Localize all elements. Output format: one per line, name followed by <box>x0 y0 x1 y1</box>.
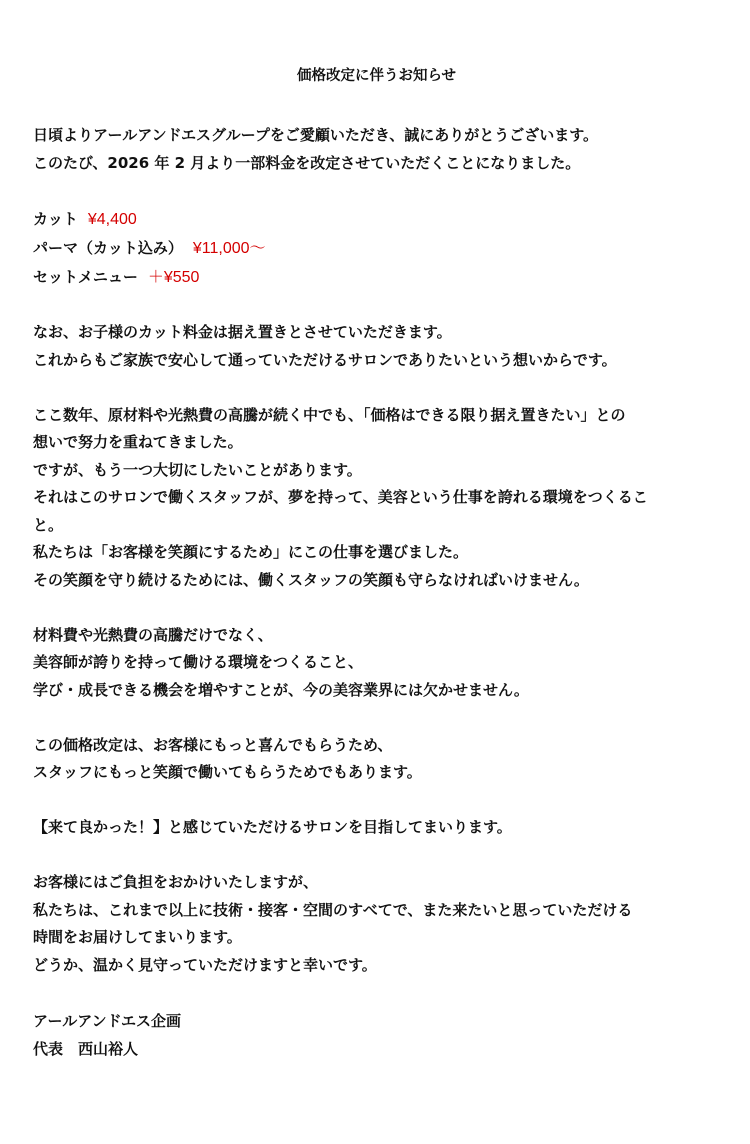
text-line: ですが、もう一つ大切にしたいことがあります。 <box>33 460 362 479</box>
spacer <box>33 787 720 815</box>
price-label: セットメニュー <box>33 267 138 286</box>
paragraph-goal <box>33 814 720 842</box>
text-line: と。 <box>33 515 64 534</box>
spacer <box>33 177 720 205</box>
paragraph-industry <box>33 622 720 705</box>
spacer <box>33 594 720 622</box>
text-line: 想いで努力を重ねてきました。 <box>33 433 243 451</box>
price-label: カット <box>33 209 78 228</box>
spacer <box>33 292 720 320</box>
intro-line: このたび、2026 年 2 月より一部料金を改定させていただくことになりました。 <box>33 153 581 172</box>
representative-name: 代表 西山裕人 <box>33 1039 139 1058</box>
paragraph-reason <box>33 402 720 595</box>
text-line: 時間をお届けしてまいります。 <box>33 928 242 946</box>
text-line: どうか、温かく見守っていただけますと幸いです。 <box>33 955 377 974</box>
text-line: 美容師が誇りを持って働ける環境をつくること、 <box>33 653 364 671</box>
paragraph-purpose <box>33 732 720 787</box>
text-line: その笑顔を守り続けるためには、働くスタッフの笑顔も守らなければいけません。 <box>33 570 589 589</box>
intro-line: 日頃よりアールアンドエスグループをご愛顧いただき、誠にありがとうございます。 <box>33 126 599 144</box>
price-item-cut <box>33 205 720 234</box>
price-value: ¥4,400 <box>87 210 137 228</box>
spacer <box>33 704 720 732</box>
spacer <box>33 842 720 870</box>
text-line: この価格改定は、お客様にもっと喜んでもらうため、 <box>33 735 393 754</box>
intro-paragraph <box>33 122 720 177</box>
spacer <box>33 979 720 1007</box>
price-item-perm <box>33 234 720 263</box>
text-line: それはこのサロンで働くスタッフが、夢を持って、美容という仕事を誇れる環境をつくるこ <box>33 488 648 506</box>
text-line: スタッフにもっと笑顔で働いてもらうためでもあります。 <box>33 763 422 781</box>
text-line: ここ数年、原材料や光熱費の高騰が続く中でも、「価格はできる限り据え置きたい」との <box>33 405 626 424</box>
signature-block <box>33 1007 720 1063</box>
price-value: ＋¥550 <box>147 268 200 286</box>
text-line: 材料費や光熱費の高騰だけでなく、 <box>33 625 273 644</box>
text-line: お客様にはご負担をおかけいたしますが、 <box>33 873 319 891</box>
price-value: ¥11,000〜 <box>192 239 266 257</box>
price-list <box>33 205 720 292</box>
paragraph-children-price <box>33 319 720 374</box>
price-item-set-menu <box>33 263 720 292</box>
text-line: なお、お子様のカット料金は据え置きとさせていただきます。 <box>33 323 452 341</box>
text-line: 私たちは「お客様を笑顔にするため」にこの仕事を選びました。 <box>33 543 469 561</box>
company-name: アールアンドエス企画 <box>33 1011 182 1030</box>
text-line: 学び・成長できる機会を増やすことが、今の美容業界には欠かせません。 <box>33 680 529 699</box>
text-line: これからもご家族で安心して通っていただけるサロンでありたいという想いからです。 <box>33 350 617 369</box>
paragraph-closing <box>33 869 720 979</box>
text-line: 【来て良かった！】と感じていただけるサロンを目指してまいります。 <box>33 818 512 836</box>
spacer <box>33 374 720 402</box>
price-label: パーマ（カット込み） <box>33 238 183 257</box>
text-line: 私たちは、これまで以上に技術・接客・空間のすべてで、また来たいと思っていただける <box>33 900 633 919</box>
document-title: 価格改定に伴うお知らせ <box>296 68 457 84</box>
